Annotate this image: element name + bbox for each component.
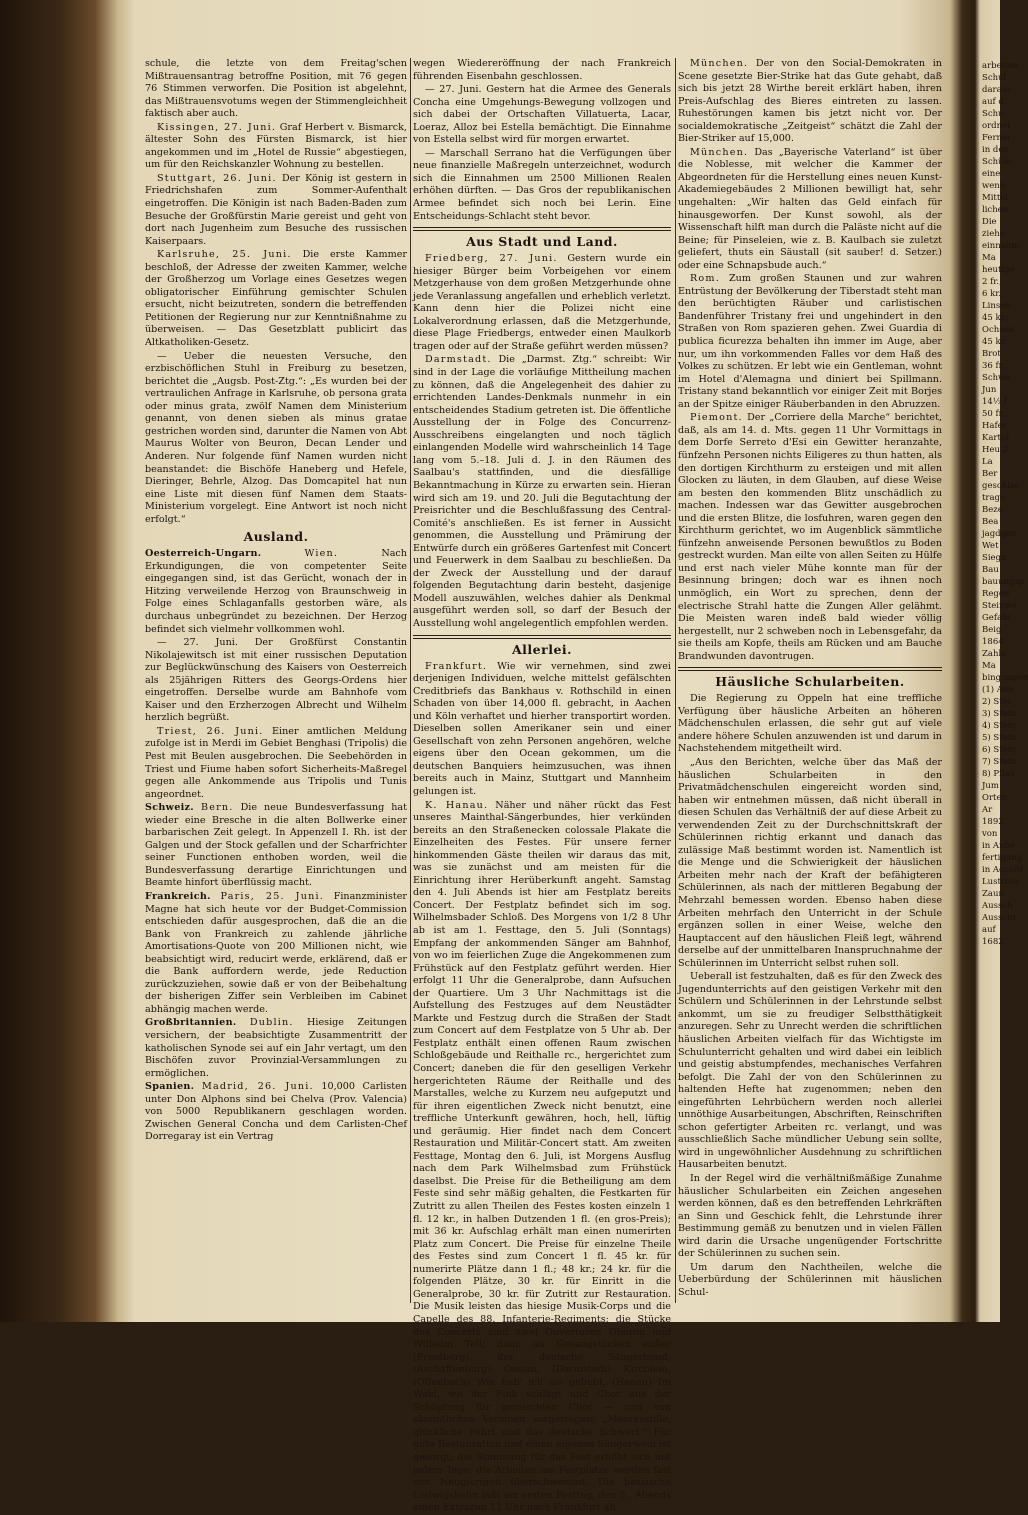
article-text: Der von den Social-Demokraten in Scene gesetzte Bier-Strike hat das Gute gehabt, daß sich bis jetzt 28 Wirthe bereit erklärt haben, ihren Preis-Aufschlag des Bieres eintreten zu lassen. Ruhestörungen kamen bis jetzt nicht vor. Der socialdemokratische „Zeitgeist“ schätzt die Zahl der Bier-Striker auf 15,000.: [678, 58, 942, 145]
article-text: Einer amtlichen Meldung zufolge ist in Merdi im Gebiet Benghasi (Tripolis) die Pest mit Beulen ausgebrochen. Die Seebehörden in Triest und Fiume haben sofort Sicherheits-Maßregel gegen alle Ankommende aus Tripolis und Tunis angeordnet.: [145, 725, 407, 800]
column-right: [678, 58, 942, 1298]
strip-fragment: Bau: [982, 565, 999, 575]
article-text: 10,000 Carlisten unter Don Alphons sind bei Chelva (Prov. Valencia) von 5000 Republikanern geschlagen worden. Zwischen General Concha und dem Carlisten-Chef Dorregaray ist ein Vertrag: [145, 1081, 407, 1143]
article-paragraph: [145, 891, 407, 1016]
strip-fragment: 36 fr.,: [982, 361, 1008, 371]
strip-fragment: arbeiten: [982, 61, 1019, 71]
strip-fragment: 2) Stei: [982, 697, 1011, 707]
article-paragraph: — 27. Juni. Gestern hat die Armee des Generals Concha eine Umgehungs-Bewegung vollzogen und sich dabei der Ortschaften Villatuerta, Lacar, Loeraz, Alloz bei Estella bemächtigt. Die Einnahme von Estella selbst wird für morgen erwartet.: [413, 84, 671, 146]
strip-fragment: 1892: [982, 817, 1004, 827]
column-rule: [410, 58, 411, 1303]
strip-fragment: Steinwe: [982, 601, 1017, 611]
strip-fragment: fertigung: [982, 853, 1023, 863]
strip-fragment: Mittel: [982, 193, 1009, 203]
strip-fragment: 6) Stein: [982, 745, 1016, 755]
article-paragraph: [678, 412, 942, 663]
article-paragraph: Ueberall ist festzuhalten, daß es für den Zweck des Jugendunterrichts auf den geistigen Verkehr mit den Schülern und Schülerinnen in der Lehrstunde selbst ankommt, um sie zu freudiger Selbstthätigkeit anzuregen. Sehr zu Unrecht werden die schriftlichen häuslichen Arbeiten vielfach für das Wichtigste im Schulunterricht gehalten und wird dabei ein leiblich und geistig abstumpfendes, mechanisches Verfahren befolgt. Die Zahl der von den Schülerinnen zu haltenden Hefte hat zugenommen; neben den eingeführten Lehrbüchern werden noch allerlei unnöthige Ausarbeitungen, Abschriften, Reinschriften schon gefertigter Arbeiten rc. verlangt, und was ausschließlich Sache mündlicher Uebung sein sollte, wird in ungewöhnlicher Ausdehnung zu schriftlichen Hausarbeiten benutzt.: [678, 971, 942, 1171]
article-paragraph: wegen Wiedereröffnung der nach Frankreich führenden Eisenbahn geschlossen.: [413, 58, 671, 82]
article-text: Nach Erkundigungen, die von competenter Seite eingegangen sind, ist das Gerücht, wonach der in Hitzing verweilende Herzog von Braunschweig in Folge eines Schlaganfalls gestorben wäre, als durchaus unbegründet zu bezeichnen. Der Herzog befindet sich vielmehr vollkommen wohl.: [145, 548, 407, 635]
strip-fragment: 50 fr.,: [982, 409, 1008, 419]
dateline: Stuttgart, 26. Juni.: [157, 172, 277, 184]
dateline: K. Hanau.: [425, 799, 489, 811]
strip-fragment: 14½ f: [982, 397, 1007, 407]
strip-fragment: eine: [982, 169, 1001, 179]
strip-fragment: Wet: [982, 541, 999, 551]
article-text: Hiesige Zeitungen versichern, der beabsichtigte Zusammentritt der katholischen Synode sei auf ein Jahr vertagt, um den Bischöfen zuvor Provinzial-Versammlungen zu ermöglichen.: [145, 1017, 407, 1079]
strip-fragment: Gefahr: [982, 613, 1012, 623]
country-heading: Großbritannien.: [145, 1017, 237, 1029]
strip-fragment: Ferner: [982, 133, 1012, 143]
strip-fragment: La: [982, 457, 993, 467]
article-text: Der König ist gestern in Friedrichshafen zum Sommer-Aufenthalt eingetroffen. Die Königin ist nach Baden-Baden zum Besuche der Großfürstin Marie gereist und geht von dort nach Jugenheim zum Besuche des russischen Kaiserpaars.: [145, 172, 407, 247]
section-rule: [678, 667, 942, 671]
strip-fragment: 4) Stein: [982, 721, 1016, 731]
article-text: Die neue Bundesverfassung hat wieder eine Bresche in die alten Bollwerke einer barbarischen Zeit gelegt. In Appenzell I. Rh. ist der Galgen und der Stock gefallen und der Scharfrichter seiner Functionen enthoben worden, weil die Bundesverfassung derartige Einrichtungen und Beamte hinfort überflüssig macht.: [145, 802, 407, 889]
column-rule: [675, 58, 676, 1303]
strip-fragment: Aussch: [982, 901, 1013, 911]
strip-fragment: Heu 2: [982, 445, 1009, 455]
strip-fragment: auf d: [982, 97, 1004, 107]
strip-fragment: trage: [982, 493, 1006, 503]
country-heading: Frankreich.: [145, 891, 211, 902]
article-text: Der „Corriere della Marche“ berichtet, daß, als am 14. d. Mts. gegen 11 Uhr Vormittags in dem Dorfe Serreto d'Esi ein Gewitter heranzahte, fünfzehn Personen nichts Eiligeres zu thun hatten, als den dortigen Kirchthurm zu ersteigen und mit allen Glocken zu läuten, in dem Glauben, auf diese Weise am besten den kommenden Blitz unschädlich zu machen. Indessen war das Gewitter ausgebrochen und die ersten Blitze, die losfuhren, waren gegen den Kirchthurm gerichtet, wo im Augenblick sämmtliche fünfzehn anweisende Personen bewußtlos zu Boden gestreckt wurden. Man eilte von allen Seiten zu Hülfe und erst nach vieler Mühe konnte man für der Besinnung bringen; doch war es ihnen noch unmöglich, ein Wort zu sprechen, denn der electrische Strahl hatte die Zungen Aller gelähmt. Die Meisten waren indeß bald wieder völlig hergestellt, nur 2 schweben noch in Lebensgefahr, da sie theils am Kopfe, theils am Rücken und am Bauche Brandwunden davontrugen.: [678, 412, 942, 662]
article-paragraph: [145, 548, 407, 636]
article-paragraph: Um darum den Nachtheilen, welche die Ueberbürdung der Schülerinnen mit häuslichen Schul-: [678, 1261, 942, 1298]
strip-fragment: bauungsp: [982, 577, 1025, 587]
strip-fragment: 1682: [982, 937, 1004, 947]
article-text: Zum großen Staunen und zur wahren Entrüstung der Bevölkerung der Tiberstadt steht man den berüchtigten Räuber und carlistischen Bandenführer Tristany frei und ungehindert in den Straßen von Rom spazieren gehen. Zwei Guardia di publica ficurezza behalten ihn immer im Auge, aber nur, um ihn vorkommenden Falles vor dem Haß des Volkes zu schützen. Er lebt wie ein Gentleman, wohnt im Hotel d'Alemagna und diniert bei Spillmann. Tristany stand bekanntlich vor einiger Zeit mit Borjes an der Spitze einiger Räuberbanden in den Abruzzen.: [678, 273, 942, 410]
dateline: München.: [690, 58, 749, 69]
strip-fragment: Lusttrag: [982, 877, 1019, 887]
strip-fragment: 8) Pflas: [982, 769, 1015, 779]
strip-fragment: Jun: [982, 385, 997, 395]
article-text: Graf Herbert v. Bismarck, ältester Sohn des Fürsten Bismarck, ist hier angekommen und im „Hotel de Russie“ abgestiegen, um für den Reichskanzler Wohnung zu bestellen.: [145, 121, 407, 171]
strip-fragment: Ber: [982, 469, 998, 479]
article-paragraph: Die Regierung zu Oppeln hat eine treffliche Verfügung über häusliche Arbeiten an höheren Mädchenschulen erlassen, die sehr gut auf viele andere höhere Schulen anzuwenden ist und darum in Nachstehendem mitgetheilt wird.: [678, 693, 942, 755]
strip-fragment: Siegn: [982, 553, 1007, 563]
strip-fragment: Ar: [982, 805, 993, 815]
dateline: Triest, 26. Juni.: [157, 725, 264, 737]
article-paragraph: — Ueber die neuesten Versuche, den erzbischöflichen Stuhl in Freiburg zu besetzen, berichtet die „Augsb. Post-Ztg.“: „Es wurden bei der vertraulichen Anfrage in Karlsruhe, ob persona grata oder minus grata, zwölf Namen dem Ministerium genannt, von denen sieben als minus gratae gestrichen worden sind, darunter die Namen von Abt Maurus Wolter von Beuron, Decan Lender und Anderen. Nur folgende fünf Namen wurden nicht beanstandet: die Bischöfe Haneberg und Hefele, Dieringer, Behrle, Alzog. Das Domcapitel hat nun eine Liste mit diesen fünf Namen dem Staats-Ministerium vorgelegt. Eine Antwort ist noch nicht erfolgt.“: [145, 350, 407, 525]
section-heading-schularbeiten: Häusliche Schularbeiten.: [715, 674, 905, 690]
article-paragraph: [678, 147, 942, 272]
strip-fragment: heutige: [982, 265, 1015, 275]
section-heading-allerlei: Allerlei.: [511, 641, 573, 657]
country-heading: Oesterreich-Ungarn.: [145, 548, 262, 560]
strip-fragment: wenn: [982, 181, 1006, 191]
strip-fragment: Jum: [982, 781, 999, 791]
article-paragraph: [145, 249, 407, 349]
neighbor-page-strip: [982, 60, 1028, 1290]
dateline: Dublin.: [249, 1017, 294, 1029]
section-heading-ausland: Ausland.: [243, 529, 309, 545]
article-paragraph: [413, 800, 671, 1515]
article-paragraph: [413, 354, 671, 630]
strip-fragment: 45 kr.;: [982, 313, 1010, 323]
strip-fragment: jagdgen: [982, 529, 1017, 539]
strip-fragment: in Anbe: [982, 841, 1015, 851]
strip-fragment: Orten: [982, 793, 1007, 803]
strip-fragment: Ma: [982, 253, 996, 263]
strip-fragment: 2 fr.,: [982, 277, 1002, 287]
strip-fragment: einnahm: [982, 241, 1020, 251]
column-middle: [413, 58, 671, 1514]
strip-fragment: Beze: [982, 505, 1003, 515]
article-text: Das „Bayerische Vaterland“ ist über die Noblesse, mit welcher die Kammer der Abgeordneten für die Herstellung eines neuen Kunst-Akademiegebäudes 2 Millionen bewilligt hat, sehr ungehalten: „Wir halten das Geld einfach für hinausgeworfen. Der Kunst sowohl, als der Wissenschaft hilft man durch die Paläste nicht auf die Beine; für Pinseleien, wie z. B. Kaulbach sie zuletzt geliefert, thuts ein Säustall (sit sauber! d. Setzer.) oder eine Schnapsbude auch.“: [678, 146, 942, 271]
strip-fragment: ziehe: [982, 229, 1005, 239]
dateline: Bern.: [200, 802, 234, 814]
article-paragraph: [145, 726, 407, 801]
dateline: München.: [690, 146, 749, 158]
column-left: [145, 58, 407, 1298]
article-text: Wie wir vernehmen, sind zwei derjenigen Individuen, welche mittelst gefälschten Creditbriefs das Bankhaus v. Rothschild in einen Schaden von über 14,000 fl. gebracht, in Aachen und Köln verhaftet und hierher transportirt worden. Dieselben sollen Amerikaner sein und einer Gesellschaft von zehn Personen angehören, welche eigens über den Ocean gekommen, um die deutschen Banquiers heimzusuchen, was ihnen bereits auch in Mainz, Stuttgart und Mannheim gelungen ist.: [413, 660, 671, 797]
strip-fragment: geschlac: [982, 481, 1020, 491]
strip-fragment: 6 kr.;: [982, 289, 1004, 299]
strip-fragment: Kartof: [982, 433, 1010, 443]
strip-fragment: lichen: [982, 205, 1009, 215]
article-paragraph: [145, 802, 407, 890]
dateline: Madrid, 26. Juni.: [201, 1081, 314, 1093]
article-paragraph: [413, 661, 671, 799]
strip-fragment: auf: [982, 925, 996, 935]
country-heading: Spanien.: [145, 1081, 195, 1093]
dateline: Piemont.: [690, 412, 743, 424]
strip-fragment: ordnet: [982, 121, 1011, 131]
strip-fragment: Hafer: [982, 421, 1007, 431]
dateline: Karlsruhe, 25. Juni.: [157, 249, 292, 261]
dateline: Kissingen, 27. Juni.: [157, 121, 277, 133]
strip-fragment: Schu: [982, 109, 1004, 119]
article-text: Die „Darmst. Ztg.“ schreibt: Wir sind in der Lage die vorläufige Mittheilung machen zu können, daß die Angelegenheit des dahier zu errichtenden Landes-Denkmals nunmehr in ein entscheidendes Stadium getreten ist. Die öffentliche Ausstellung der in Folge des Concurrenz-Ausschreibens eingelangten und noch täglich einlangenden Modelle wird wahrscheinlich 14 Tage lang vom 5.–18. Juli d. J. in den Räumen des Saalbau's stattfinden, und die diesfällige Bekanntmachung in Kürze zu erwarten sein. Hieran wird sich am 19. und 20. Juli die Begutachtung der Preisrichter und die Beschlußfassung des Central-Comité's anschließen. Es ist ferner in Aussicht genommen, die Ausstellung und Prämirung der Entwürfe durch ein größeres Gartenfest mit Concert und Feuerwerk in dem Saalbau zu beschließen. Da der Zweck der Ausstellung und der darauf folgenden Begutachtung darin besteht, dasjenige Modell auszuwählen, welches dahier als Denkmal ausgeführt werden soll, so darf der Besuch der Ausstellung wohl angelegentlich empfohlen werden.: [413, 354, 671, 629]
strip-fragment: in Accord: [982, 865, 1024, 875]
dateline: Rom.: [690, 273, 720, 285]
section-rule: [413, 635, 671, 639]
section-rule: [413, 227, 671, 231]
article-paragraph: [145, 173, 407, 248]
article-paragraph: [413, 253, 671, 353]
strip-fragment: Brot: [982, 349, 1001, 359]
strip-fragment: Zahls: [982, 649, 1006, 659]
article-paragraph: [145, 1017, 407, 1080]
strip-fragment: Ausschr: [982, 913, 1017, 923]
strip-fragment: in den: [982, 145, 1009, 155]
article-paragraph: [678, 273, 942, 411]
strip-fragment: Ma: [982, 661, 996, 671]
strip-fragment: Beig: [982, 625, 1002, 635]
strip-fragment: Die: [982, 217, 997, 227]
strip-fragment: daraus: [982, 85, 1012, 95]
dateline: Frankfurt.: [425, 660, 488, 672]
strip-fragment: 7) Stein: [982, 757, 1016, 767]
dateline: Paris, 25. Juni.: [220, 891, 324, 902]
article-text: Die erste Kammer beschloß, der Adresse der zweiten Kammer, welche der Großherzog um Vorlage eines Gesetzes wegen obligatorischer Einführung gemischter Schulen ersucht, nicht beizutreten, sondern die betreffenden Petitionen der Regierung nur zur Kenntnißnahme zu überweisen. — Das Gesetzblatt publicirt das Altkatholiken-Gesetz.: [145, 249, 407, 349]
strip-fragment: Zaun: [982, 889, 1004, 899]
strip-fragment: Ochsen: [982, 325, 1015, 335]
article-paragraph: „Aus den Berichten, welche über das Maß der häuslichen Schularbeiten in den Privatmädchenschulen eingereicht worden sind, haben wir entnehmen müssen, daß nicht überall in diesen Schulen das Verhältniß der auf diese Arbeit zu verwendenden Zeit zu der Durchschnittskraft der Schülerinnen richtig erkannt und danach das zulässige Maß bestimmt worden ist. Namentlich ist die Menge und die Schwierigkeit der häuslichen Arbeiten mehr nach der Kraft der befähigteren Schülerinnen, als nach der mittleren Begabung der Mehrzahl bemessen worden. Ebenso haben diese Arbeiten mehrfach den Unterricht in der Schule ergänzen sollen in einer Weise, welche den Hauptaccent auf den häuslichen Fleiß legt, während derselbe auf der unmittelbaren Inanspruchnahme der Schülerinnen im Unterricht selbst ruhen soll.: [678, 756, 942, 969]
dateline: Friedberg, 27. Juni.: [425, 253, 558, 265]
strip-fragment: Schüle: [982, 157, 1012, 167]
article-paragraph: schule, die letzte von dem Freitag'schen Mißtrauensantrag betroffne Position, mit 76 gegen 76 Stimmen verworfen. Die Position ist abgelehnt, das Mißtrauensvotums wegen der Stimmengleichheit faktisch aber auch.: [145, 58, 407, 120]
article-paragraph: — 27. Juni. Der Großfürst Constantin Nikolajewitsch ist mit einer russischen Deputation zur Beglückwünschung des Kaisers von Oesterreich als 25jährigen Ritters des Georgs-Ordens hier eingetroffen. Derselbe wurde am Bahnhofe vom Kaiser und den Erzherzogen Albrecht und Wilhelm herzlich begrüßt.: [145, 637, 407, 724]
article-text: Finanzminister Magne hat sich heute vor der Budget-Commission entschieden dafür ausgesprochen, daß die an die Bank von Frankreich zu zahlende jährliche Amortisations-Quote von 200 Millionen nicht, wie beabsichtigt wird, reducirt werde, erklärend, daß er die Bank auffordern werde, jede Reduction zurückzuziehen, sowie daß er von der Beibehaltung der bisherigen Ziffer sein Verbleiben im Cabinet abhängig machen werde.: [145, 891, 407, 1015]
strip-fragment: Schul: [982, 73, 1007, 83]
article-paragraph: [678, 58, 942, 146]
dateline: Wien.: [304, 548, 339, 560]
article-paragraph: — Marschall Serrano hat die Verfügungen über neue finanzielle Maßregeln unterzeichnet, wodurch sich die Einnahmen um 2500 Millionen Realen erhöhen dürften. — Das Gros der republikanischen Armee befindet sich noch bei Lerin. Eine Entscheidungs-Schlacht steht bevor.: [413, 147, 671, 222]
article-text: Gestern wurde ein hiesiger Bürger beim Vorbeigehen vor einem Metzgerhause von dem großen Metzgerhunde ohne jede Veranlassung angefallen und erheblich verletzt. Kann denn hier die Polizei nicht eine Lokalverordnung erlassen, daß die Metzgerhunde, diese Plage Friedbergs, entweder einen Maulkorb tragen oder auf der Straße geführt werden müssen?: [413, 253, 671, 352]
section-heading-stadt-land: Aus Stadt und Land.: [466, 234, 618, 250]
strip-fragment: Regen: [982, 589, 1010, 599]
strip-fragment: Schwe: [982, 373, 1011, 383]
dateline: Darmstadt.: [425, 354, 492, 366]
strip-fragment: 5) Stein: [982, 733, 1016, 743]
country-heading: Schweiz.: [145, 802, 194, 814]
strip-fragment: Linsen: [982, 301, 1011, 311]
article-text: Näher und näher rückt das Fest unseres Mainthal-Sängerbundes, hier verkünden bereits an den Straßenecken colossale Plakate die Einzelheiten des Festes. Für unsere ferner hinkommenden Gäste theilen wir daraus das mit, was sie zunächst und am meisten für die Einrichtung ihrer Herüberkunft angeht. Samstag den 4. Juli Abends ist hier am Festplatz bereits Concert. Der Festplatz befindet sich im sog. Wilhelmsbader Schloß. Des Morgens von 1/2 8 Uhr ab ist am 1. Festtage, den 5. Juli (Sonntags) Empfang der ankommenden Sänger am Bahnhof, von wo im feierlichen Zuge die Angekommenen zum Frühstück auf den Festplatz geführt werden. Hier erfolgt 11 Uhr die Generalprobe, dann Aufsuchen der Quartiere. Um 3 Uhr Nachmittags ist die Aufstellung des Festzuges auf dem Neustädter Markte und Festzug durch die Straßen der Stadt zum Concert auf dem Festplatze von 5 Uhr ab. Der Festplatz enthält einen offenen Raum zwischen Schloßgebäude und Reithalle rc., hergerichtet zum Concert; daneben die für den geselligen Verkehr hergerichteten Räume der Reithalle und des Marstalles, welche zu Kurzem neu aufgeputzt und für ihren eigentlichen Zweck nicht benutzt, eine treffliche Unterkunft gewähren, hoch, hell, lüftig und geräumig. Hier findet nach dem Concert Restauration und Militär-Concert statt. Am zweiten Festtage, Montag den 6. Juli, ist Morgens Ausflug nach dem Park Wilhelmsbad zum Frühstück daselbst. Die Preise für die Betheiligung am dem Feste sind sehr mäßig gehalten, die Festkarten für Zutritt zu allen Theilen des Festes kosten einzeln 1 fl. 12 kr., in halben Dutzenden 1 fl. (en gros-Preis); mit 36 kr. Aufschlag erhält man einen numerirten Platz zum Concert. Die Preise für einzelne Theile des Festes sind zum Concert 1 fl. 45 kr. für numerirte Plätze dann 1 fl.; 48 kr.; 24 kr. für die folgenden Plätze, 30 kr. für Einritt in die Generalprobe, 30 kr. für Zutritt zur Restauration. Die Musik leisten das hiesige Musik-Corps und die Capelle des 88. Infanterie-Regiments; die Stücke des Concerts sind zwei Ouverturen Oberon und Wilhelm Tell; dann an Gesangstücken außer (Friedberg), der deutsche Sängerbund; (Aschaffenburg) Ossian, (Darmstadt) Kirchlein, (Offenbach) Wie hab' ich sie geliebt, (Hanau) Im Wald, wo der Fink schlägt und Chor aus der Schöpfung für gemischten Chor — und von sämmtlichen Vereinen vorgetragen: „Meeresstille, glückliche Fahrt und das deutsche Schwert.“ Für gute Restauration und einen eigenen Sängerwein ist gesorgt; die Stimmung für das Fest erhöht sich mit jedem Tage, die Arbeiten am Festplatze werden fast von Neugierigen überschwemmt. Die hessische Ludwigsbahn läßt am ersten Festtag, den 5., Abends einen Extrazug 11 Uhr nach Frankfurt ab.: [413, 799, 671, 1514]
strip-fragment: bingungen: [982, 673, 1028, 683]
strip-fragment: 3) Stein: [982, 709, 1016, 719]
article-paragraph: [145, 1081, 407, 1144]
article-paragraph: In der Regel wird die verhältnißmäßige Zunahme häuslicher Schularbeiten ein Zeichen angesehen werden können, daß es den betreffenden Lehrkräften an Sinn und Geschick fehlt, die Lehrstunde ihrer Bestimmung gemäß zu benutzen und in vielen Fällen wird darin die Ursache ungenügender Fortschritte der Schülerinnen zu suchen sein.: [678, 1173, 942, 1260]
strip-fragment: von: [982, 829, 998, 839]
strip-fragment: 1864: [982, 637, 1004, 647]
strip-fragment: Bea: [982, 517, 999, 527]
strip-fragment: (1) Ann: [982, 685, 1014, 695]
strip-fragment: 45 kr.: [982, 337, 1007, 347]
article-paragraph: [145, 122, 407, 172]
